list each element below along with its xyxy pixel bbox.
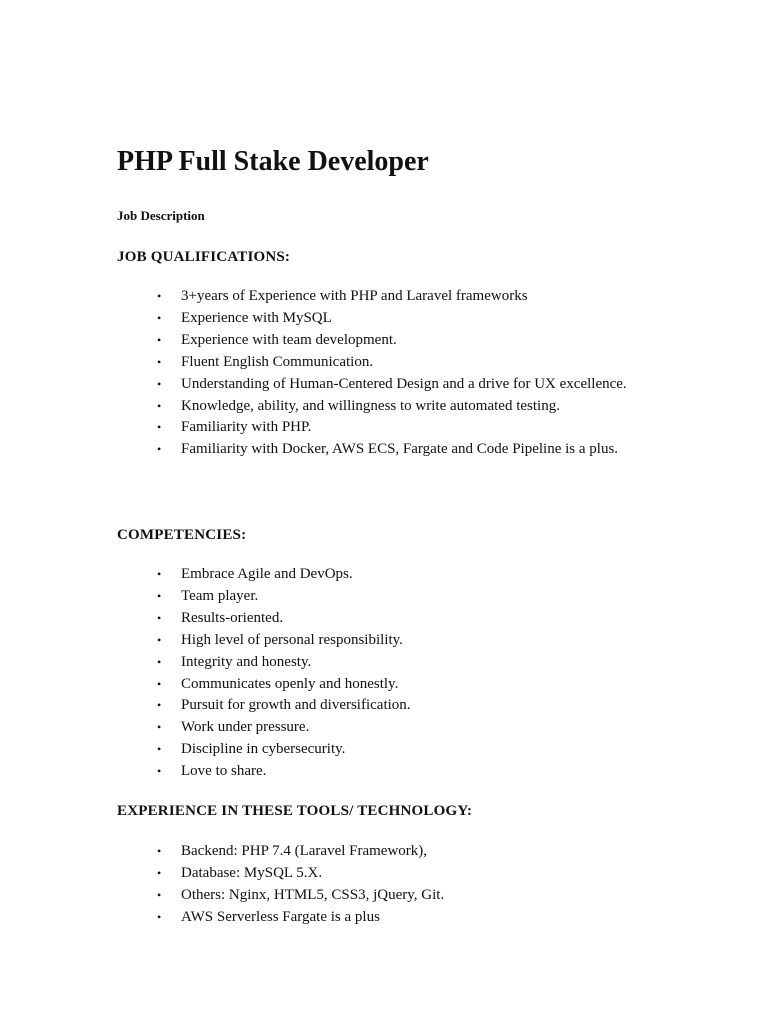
list-item-text: Embrace Agile and DevOps.	[181, 566, 353, 582]
list-item	[0, 564, 646, 586]
list-item	[0, 841, 646, 863]
list-item-text: Pursuit for growth and diversification.	[181, 697, 411, 714]
bullet-icon: •	[157, 742, 162, 757]
list-item-text: AWS Serverless Fargate is a plus	[181, 908, 380, 925]
list-item-text: Results-oriented.	[181, 609, 284, 626]
list-item	[0, 330, 646, 352]
bullet-icon: •	[157, 909, 162, 924]
job-description-label: Job Description	[117, 208, 205, 223]
competencies-list	[0, 564, 680, 783]
list-item	[0, 674, 646, 696]
bullet-icon: •	[157, 332, 162, 347]
list-item	[0, 652, 646, 674]
qualifications-list	[0, 286, 680, 461]
bullet-icon: •	[157, 865, 162, 880]
section-heading-competencies: COMPETENCIES:	[117, 527, 247, 543]
list-item	[0, 608, 646, 630]
list-item	[0, 439, 646, 461]
list-item	[0, 739, 646, 761]
list-item	[0, 586, 646, 608]
bullet-icon: •	[157, 354, 162, 369]
bullet-icon: •	[157, 420, 162, 435]
list-item-text: Database: MySQL 5.X.	[181, 864, 323, 881]
list-item-text: Team player.	[181, 587, 259, 604]
bullet-icon: •	[157, 764, 162, 779]
bullet-icon: •	[157, 289, 162, 303]
tools-technology-list	[0, 841, 680, 929]
list-item-text: Love to share.	[181, 763, 267, 780]
list-item	[0, 907, 646, 929]
list-item	[0, 308, 646, 330]
section-heading-tools-technology: EXPERIENCE IN THESE TOOLS/ TECHNOLOGY:	[117, 803, 473, 819]
list-item	[0, 695, 646, 717]
list-item	[0, 885, 646, 907]
list-item-text: Communicates openly and honestly.	[181, 675, 399, 692]
list-item-text: Experience with team development.	[181, 331, 397, 348]
list-item	[0, 630, 646, 652]
bullet-icon: •	[157, 610, 162, 625]
bullet-icon: •	[157, 654, 162, 669]
list-item-text: Others: Nginx, HTML5, CSS3, jQuery, Git.	[181, 886, 445, 903]
list-item-text: 3+years of Experience with PHP and Laravel frameworks	[181, 288, 528, 304]
list-item	[0, 417, 646, 439]
list-item-text: Integrity and honesty.	[181, 653, 312, 670]
bullet-icon: •	[157, 698, 162, 713]
list-item-text: Work under pressure.	[181, 719, 310, 736]
list-item-text: High level of personal responsibility.	[181, 631, 403, 648]
bullet-icon: •	[157, 887, 162, 902]
list-item-text: Familiarity with Docker, AWS ECS, Fargate and Code Pipeline is a plus.	[181, 441, 619, 458]
list-item	[0, 863, 646, 885]
list-item	[0, 717, 646, 739]
list-item	[0, 286, 646, 308]
list-item-text: Experience with MySQL	[181, 309, 332, 326]
bullet-icon: •	[157, 376, 162, 391]
list-item	[0, 761, 646, 783]
bullet-icon: •	[157, 720, 162, 735]
bullet-icon: •	[157, 567, 162, 581]
list-item	[0, 352, 646, 374]
list-item-text: Familiarity with PHP.	[181, 419, 312, 436]
bullet-icon: •	[157, 398, 162, 413]
bullet-icon: •	[157, 632, 162, 647]
bullet-icon: •	[157, 310, 162, 325]
page-title: PHP Full Stake Developer	[117, 146, 429, 177]
list-item-text: Discipline in cybersecurity.	[181, 741, 346, 758]
list-item-text: Fluent English Communication.	[181, 353, 374, 370]
list-item	[0, 374, 646, 396]
bullet-icon: •	[157, 442, 162, 457]
list-item	[0, 396, 646, 418]
list-item-text: Backend: PHP 7.4 (Laravel Framework),	[181, 843, 428, 859]
section-heading-qualifications: JOB QUALIFICATIONS:	[117, 249, 291, 265]
bullet-icon: •	[157, 676, 162, 691]
bullet-icon: •	[157, 588, 162, 603]
bullet-icon: •	[157, 844, 162, 858]
list-item-text: Knowledge, ability, and willingness to write automated testing.	[181, 397, 560, 414]
list-item-text: Understanding of Human-Centered Design and a drive for UX excellence.	[181, 375, 627, 392]
